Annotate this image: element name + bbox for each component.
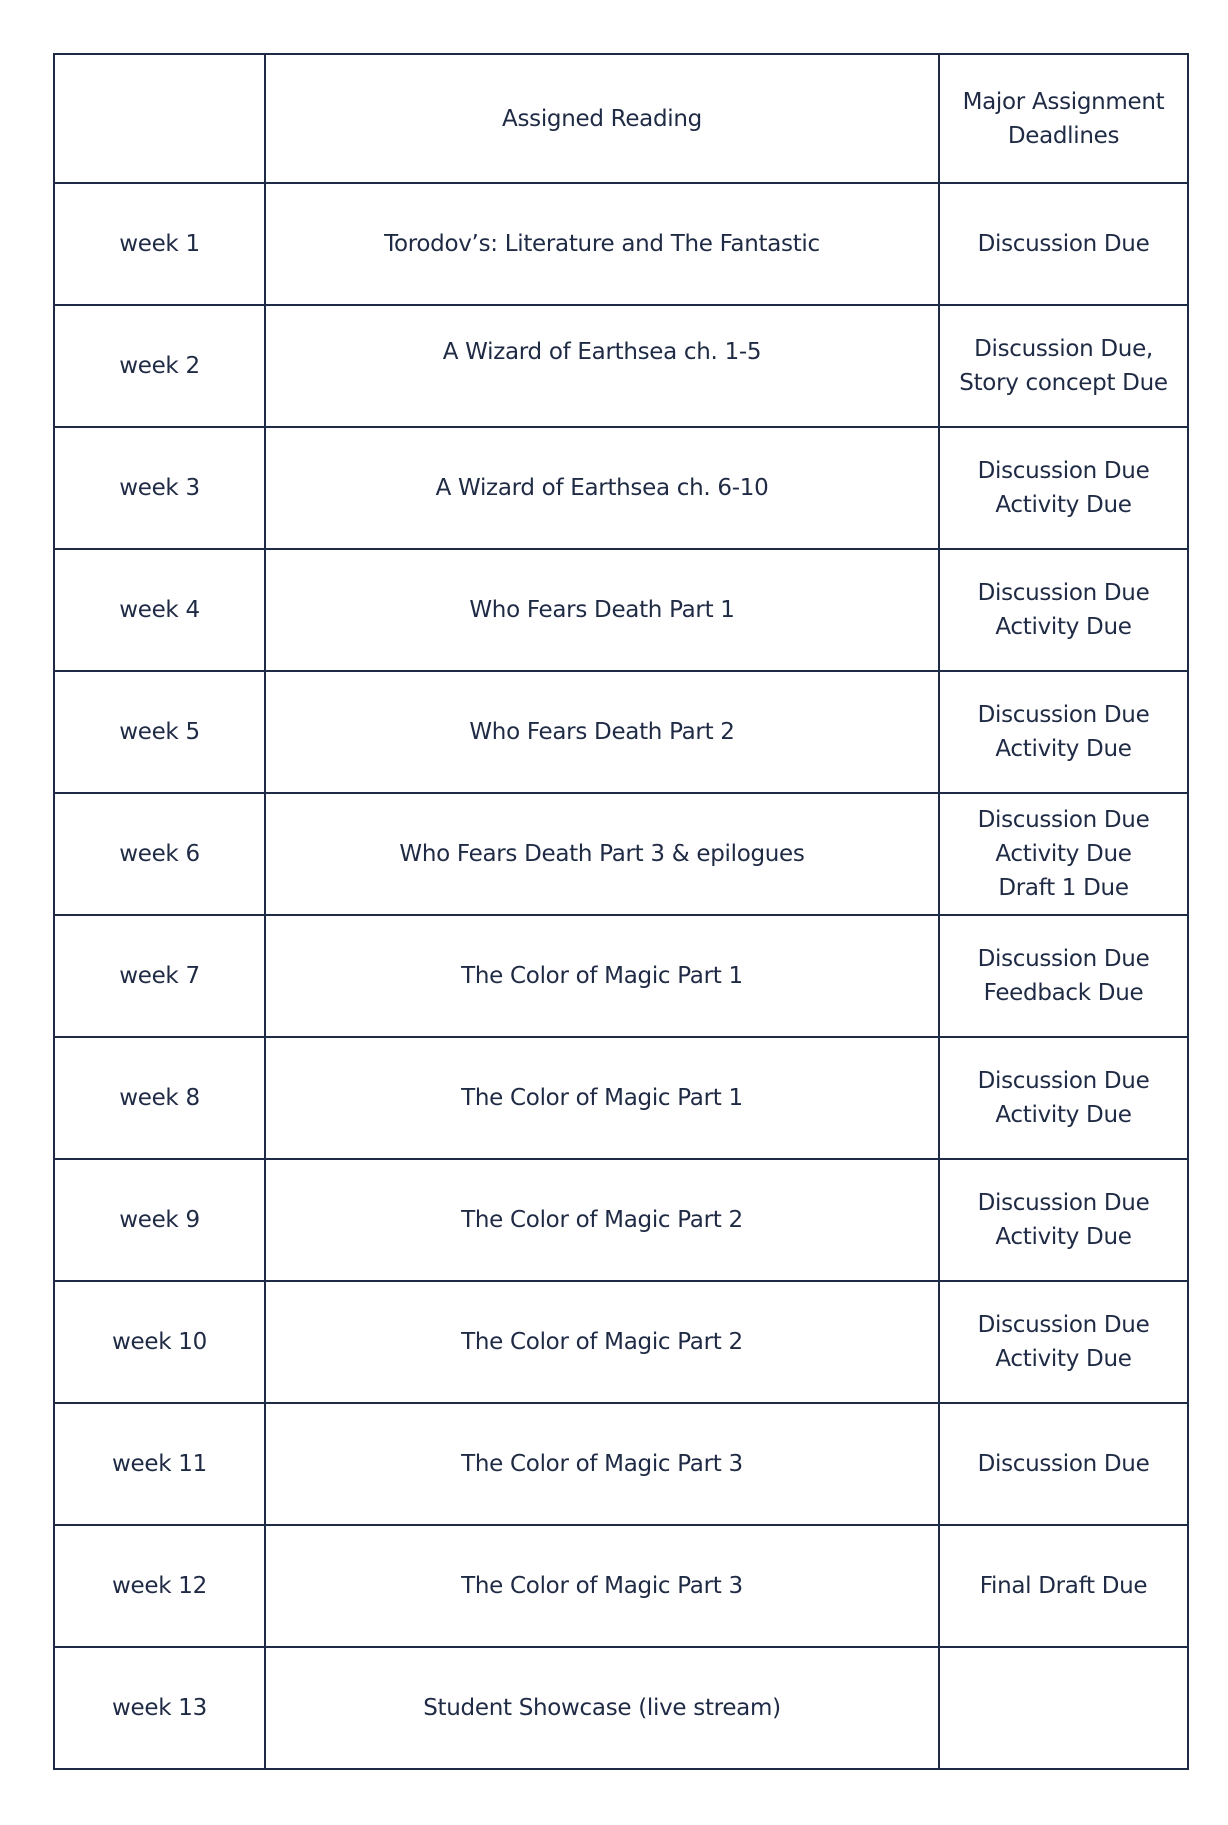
deadline-item: Activity Due xyxy=(995,736,1132,762)
schedule-row xyxy=(54,1525,1188,1647)
deadline-item: Activity Due xyxy=(995,1102,1132,1128)
assigned-reading-text: The Color of Magic Part 1 xyxy=(461,963,743,989)
assigned-reading-cell xyxy=(265,1037,939,1159)
deadline-item: Activity Due xyxy=(995,614,1132,640)
schedule-row xyxy=(54,1647,1188,1769)
deadline-item: Discussion Due xyxy=(977,946,1150,972)
deadlines-cell xyxy=(939,1037,1188,1159)
deadline-item: Activity Due xyxy=(995,1224,1132,1250)
deadlines-cell xyxy=(939,1647,1188,1769)
week-cell: week 1 xyxy=(54,183,265,305)
deadline-item: Discussion Due xyxy=(977,807,1150,833)
header-deadline-line: Deadlines xyxy=(1007,122,1120,149)
assigned-reading-text: The Color of Magic Part 3 xyxy=(461,1451,743,1477)
schedule-row xyxy=(54,793,1188,915)
schedule-row xyxy=(54,427,1188,549)
deadlines-cell xyxy=(939,427,1188,549)
assigned-reading-text: Who Fears Death Part 3 & epilogues xyxy=(399,841,805,867)
deadlines-cell xyxy=(939,183,1188,305)
deadline-item: Discussion Due xyxy=(977,231,1150,257)
schedule-row xyxy=(54,1281,1188,1403)
deadline-item: Discussion Due, xyxy=(974,336,1153,362)
deadline-item: Discussion Due xyxy=(977,1190,1150,1216)
week-cell: week 2 xyxy=(54,305,265,427)
schedule-row xyxy=(54,1037,1188,1159)
deadlines-cell xyxy=(939,305,1188,427)
week-cell: week 8 xyxy=(54,1037,265,1159)
header-week-cell xyxy=(54,54,265,183)
assigned-reading-cell xyxy=(265,1525,939,1647)
deadlines-cell xyxy=(939,793,1188,915)
week-cell: week 3 xyxy=(54,427,265,549)
deadlines-cell xyxy=(939,1525,1188,1647)
schedule-body xyxy=(54,54,1188,1769)
assigned-reading-text: Torodov’s: Literature and The Fantastic xyxy=(384,231,820,257)
schedule-row xyxy=(54,183,1188,305)
assigned-reading-text: The Color of Magic Part 2 xyxy=(461,1207,743,1233)
schedule-row xyxy=(54,1403,1188,1525)
deadlines-cell xyxy=(939,915,1188,1037)
assigned-reading-text: Who Fears Death Part 2 xyxy=(469,719,735,745)
assigned-reading-text: The Color of Magic Part 2 xyxy=(461,1329,743,1355)
week-cell: week 4 xyxy=(54,549,265,671)
assigned-reading-cell xyxy=(265,305,939,427)
week-cell: week 13 xyxy=(54,1647,265,1769)
deadline-item: Activity Due xyxy=(995,492,1132,518)
deadline-item: Discussion Due xyxy=(977,1451,1150,1477)
assigned-reading-cell xyxy=(265,1403,939,1525)
assigned-reading-text: Student Showcase (live stream) xyxy=(423,1695,781,1721)
week-cell: week 10 xyxy=(54,1281,265,1403)
deadline-item: Discussion Due xyxy=(977,1312,1150,1338)
header-row xyxy=(54,54,1188,183)
schedule-row xyxy=(54,915,1188,1037)
assigned-reading-cell xyxy=(265,1281,939,1403)
assigned-reading-cell xyxy=(265,183,939,305)
assigned-reading-cell xyxy=(265,549,939,671)
assigned-reading-cell xyxy=(265,671,939,793)
assigned-reading-cell xyxy=(265,915,939,1037)
week-cell: week 5 xyxy=(54,671,265,793)
header-major-assignment-deadlines xyxy=(939,54,1188,183)
schedule-row xyxy=(54,1159,1188,1281)
deadline-item: Discussion Due xyxy=(977,458,1150,484)
deadline-item: Activity Due xyxy=(995,1346,1132,1372)
deadline-item: Activity Due xyxy=(995,841,1132,867)
assigned-reading-text: A Wizard of Earthsea ch. 1-5 xyxy=(442,339,762,365)
deadline-item: Discussion Due xyxy=(977,1068,1150,1094)
assigned-reading-cell xyxy=(265,1159,939,1281)
deadline-item: Feedback Due xyxy=(983,980,1144,1006)
assigned-reading-text: The Color of Magic Part 3 xyxy=(461,1573,743,1599)
schedule-row xyxy=(54,671,1188,793)
assigned-reading-text: A Wizard of Earthsea ch. 6-10 xyxy=(435,475,769,501)
deadline-item: Story concept Due xyxy=(959,370,1168,396)
deadlines-cell xyxy=(939,1159,1188,1281)
deadline-item: Discussion Due xyxy=(977,580,1150,606)
assigned-reading-text: Who Fears Death Part 1 xyxy=(469,597,735,623)
deadline-item: Final Draft Due xyxy=(979,1573,1148,1599)
course-schedule-table xyxy=(53,53,1189,1770)
assigned-reading-cell xyxy=(265,1647,939,1769)
header-deadline-line: Major Assignment xyxy=(962,88,1165,115)
deadlines-cell xyxy=(939,671,1188,793)
schedule-row xyxy=(54,305,1188,427)
week-cell: week 6 xyxy=(54,793,265,915)
deadlines-cell xyxy=(939,1281,1188,1403)
assigned-reading-cell xyxy=(265,427,939,549)
week-cell: week 12 xyxy=(54,1525,265,1647)
week-cell: week 7 xyxy=(54,915,265,1037)
assigned-reading-cell xyxy=(265,793,939,915)
assigned-reading-text: The Color of Magic Part 1 xyxy=(461,1085,743,1111)
header-assigned-reading: Assigned Reading xyxy=(265,54,939,183)
week-cell: week 11 xyxy=(54,1403,265,1525)
week-cell: week 9 xyxy=(54,1159,265,1281)
deadlines-cell xyxy=(939,549,1188,671)
deadlines-cell xyxy=(939,1403,1188,1525)
deadline-item: Draft 1 Due xyxy=(998,875,1129,901)
deadline-item: Discussion Due xyxy=(977,702,1150,728)
schedule-row xyxy=(54,549,1188,671)
